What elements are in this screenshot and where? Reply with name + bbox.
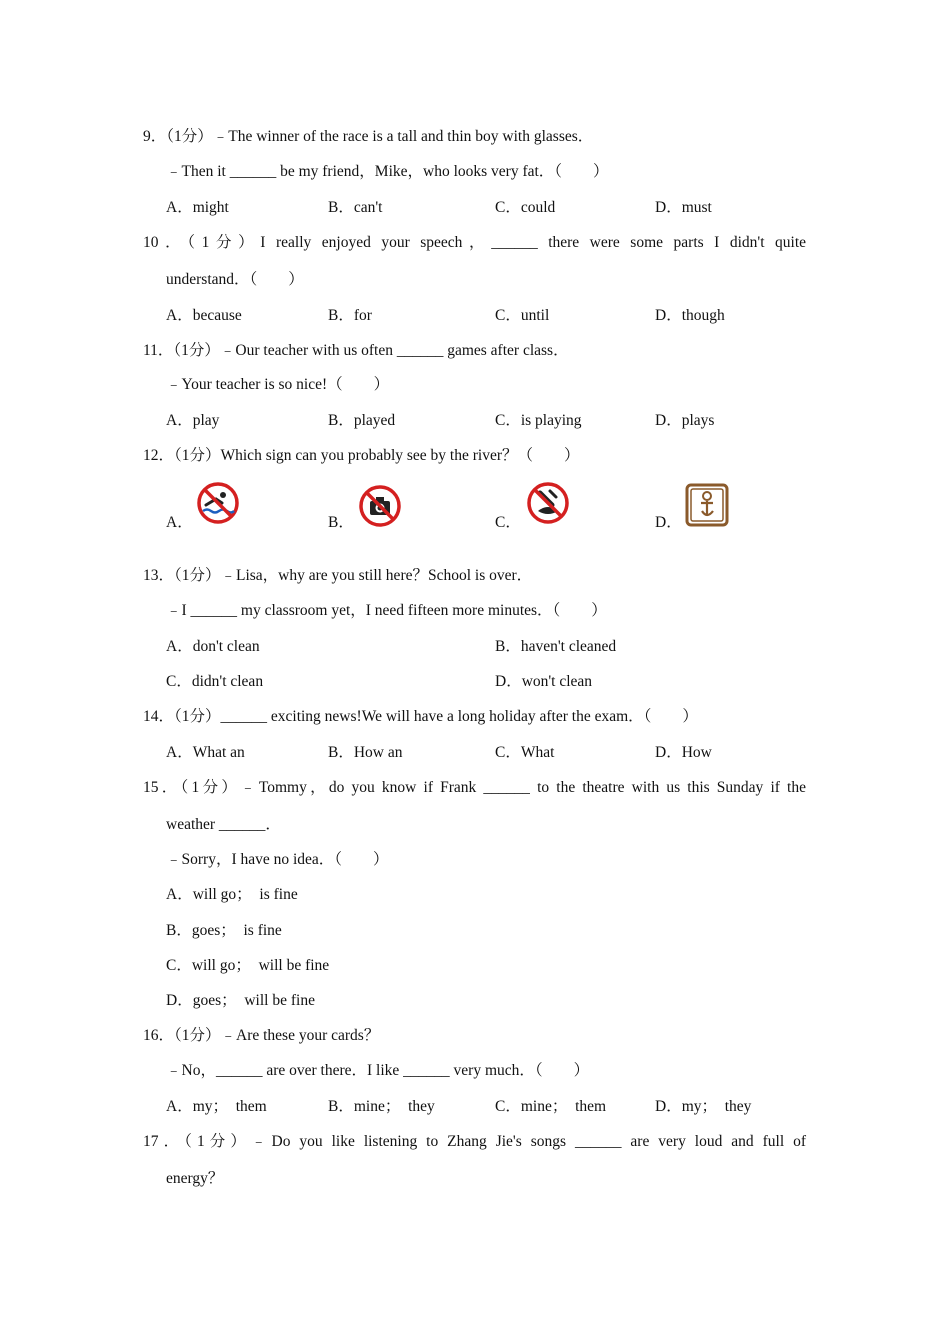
q15-stem: 15．（1分）﹣Tommy，do you know if Frank ______ to the theatre with us this Sunday if the [143, 779, 806, 796]
q10-option-a[interactable]: A．because [166, 307, 242, 324]
q17-stem: 17．（1分）﹣Do you like listening to Zhang Jie's songs ______ are very loud and full of [143, 1133, 806, 1150]
q12-stem: 12．（1分）Which sign can you probably see by the river？（ ） [143, 447, 580, 464]
q16-option-a[interactable]: A．my； them [166, 1098, 267, 1115]
q9-option-a[interactable]: A．might [166, 199, 229, 216]
q12-option-b[interactable]: B． [328, 514, 354, 531]
q15-stem-cont: weather ______． [166, 816, 281, 833]
q12-option-d[interactable]: D． [655, 514, 682, 531]
q9-option-d[interactable]: D．must [655, 199, 712, 216]
q16-response: ﹣No，______ are over there．I like ______ very much．（ ） [166, 1062, 590, 1079]
q14-option-b[interactable]: B．How an [328, 744, 403, 761]
q17-stem-cont: energy？ [166, 1170, 224, 1187]
q12-option-c[interactable]: C． [495, 514, 521, 531]
q13-option-c[interactable]: C．didn't clean [166, 673, 264, 690]
q15-option-a[interactable]: A．will go； is fine [166, 886, 298, 903]
q11-option-d[interactable]: D．plays [655, 412, 715, 429]
q13-option-d[interactable]: D．won't clean [495, 673, 593, 690]
q10-option-c[interactable]: C．until [495, 307, 550, 324]
q10-option-d[interactable]: D．though [655, 307, 725, 324]
q15-option-b[interactable]: B．goes； is fine [166, 922, 282, 939]
no-littering-sign-icon[interactable] [526, 481, 570, 525]
q13-response: ﹣I ______ my classroom yet，I need fifteen more minutes．（ ） [166, 602, 607, 619]
no-photography-sign-icon[interactable] [358, 484, 402, 528]
q16-stem: 16．（1分）﹣Are these your cards？ [143, 1027, 380, 1044]
q16-option-b[interactable]: B．mine； they [328, 1098, 435, 1115]
q13-stem: 13．（1分）﹣Lisa，why are you still here？School is over． [143, 567, 533, 584]
q15-option-c[interactable]: C．will go； will be fine [166, 957, 330, 974]
q16-option-c[interactable]: C．mine； them [495, 1098, 607, 1115]
q9-response: ﹣Then it ______ be my friend，Mike，who looks very fat．（ ） [166, 163, 609, 180]
no-swimming-sign-icon[interactable] [196, 481, 240, 525]
q11-stem: 11．（1分）﹣Our teacher with us often ______ games after class． [143, 342, 569, 359]
q11-option-c[interactable]: C．is playing [495, 412, 582, 429]
q10-option-b[interactable]: B．for [328, 307, 372, 324]
q14-option-d[interactable]: D．How [655, 744, 712, 761]
q16-option-d[interactable]: D．my； they [655, 1098, 752, 1115]
q10-stem: 10．（1分）I really enjoyed your speech，______ there were some parts I didn't quite [143, 234, 806, 251]
q15-option-d[interactable]: D．goes； will be fine [166, 992, 315, 1009]
q9-stem: 9．（1分）﹣The winner of the race is a tall and thin boy with glasses． [143, 128, 594, 145]
q11-option-a[interactable]: A．play [166, 412, 220, 429]
q10-stem-cont: understand．（ ） [166, 271, 304, 288]
q12-option-a[interactable]: A． [166, 514, 193, 531]
q13-option-b[interactable]: B．haven't cleaned [495, 638, 617, 655]
q9-option-b[interactable]: B．can't [328, 199, 383, 216]
q14-option-a[interactable]: A．What an [166, 744, 245, 761]
info-sign-icon[interactable] [685, 483, 729, 527]
q9-option-c[interactable]: C．could [495, 199, 556, 216]
q11-option-b[interactable]: B．played [328, 412, 396, 429]
q14-stem: 14．（1分）______ exciting news!We will have a long holiday after the exam．（ ） [143, 708, 698, 725]
q14-option-c[interactable]: C．What [495, 744, 555, 761]
q13-option-a[interactable]: A．don't clean [166, 638, 260, 655]
q11-response: ﹣Your teacher is so nice!（ ） [166, 376, 390, 393]
q15-response: ﹣Sorry，I have no idea．（ ） [166, 851, 389, 868]
